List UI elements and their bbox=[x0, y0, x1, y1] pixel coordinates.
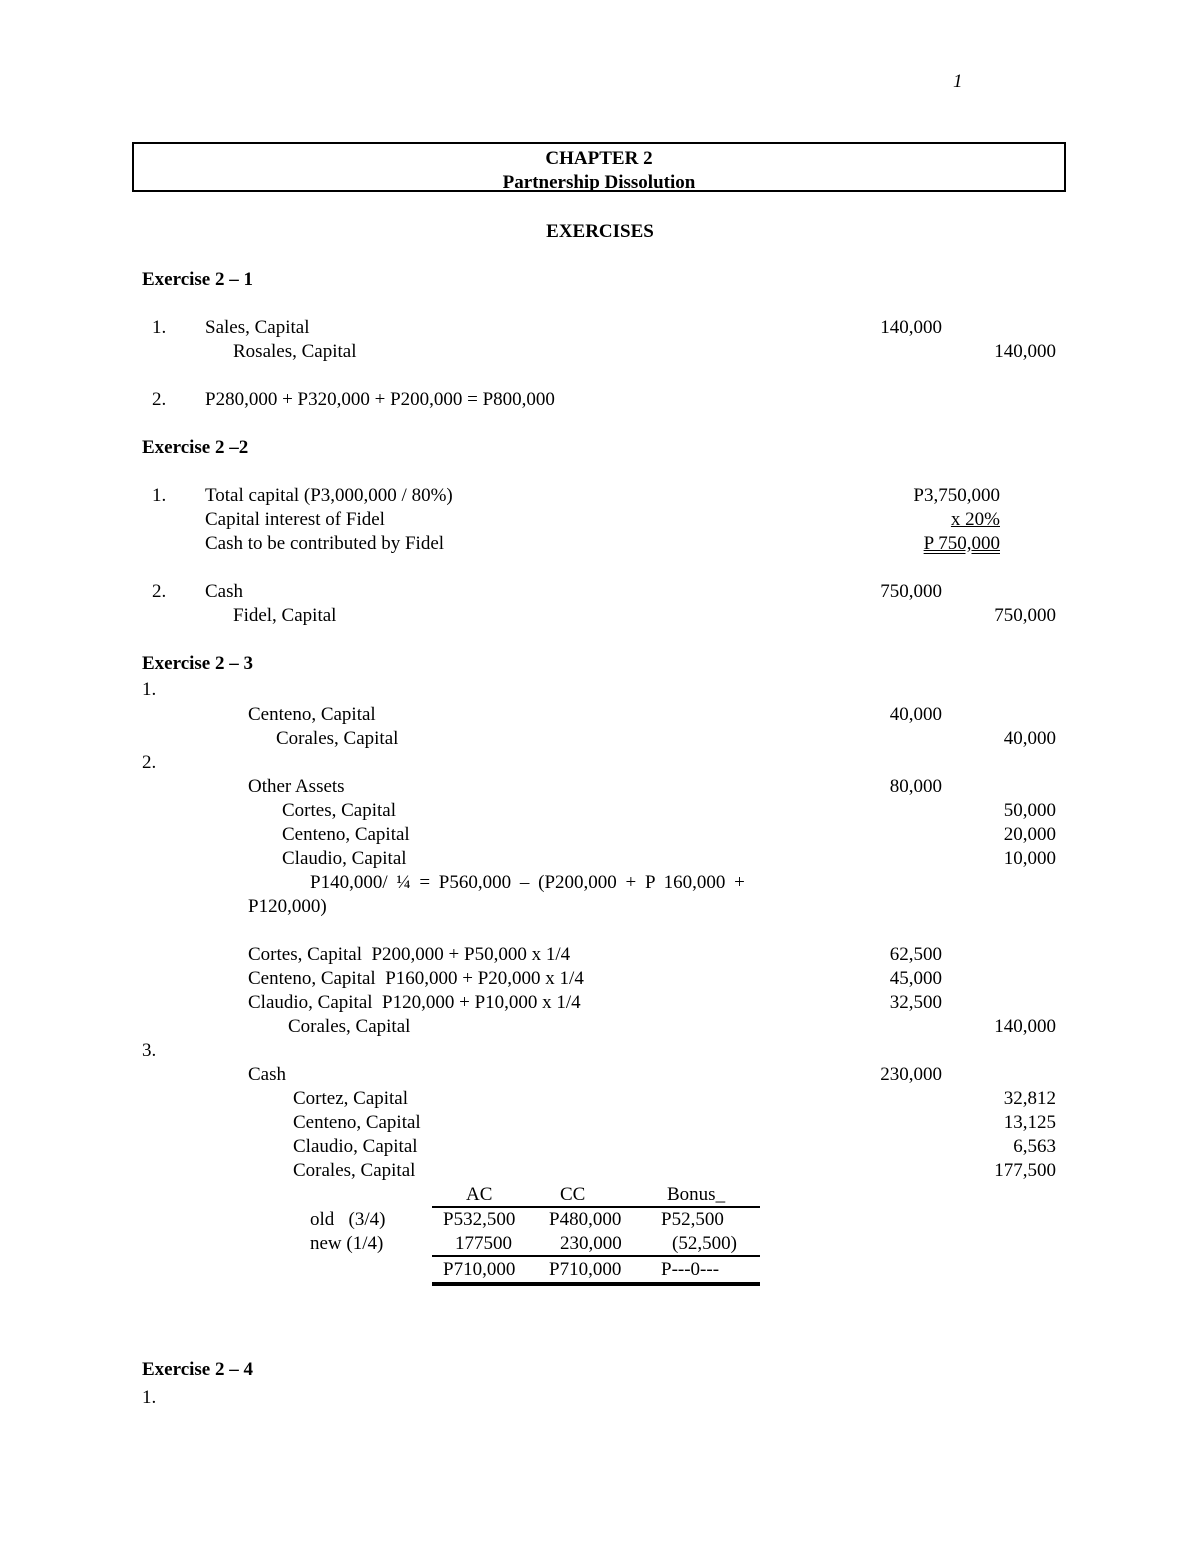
journal-account: Claudio, Capital bbox=[293, 1136, 418, 1157]
debit-amount: 45,000 bbox=[889, 968, 942, 989]
item-number: 1. bbox=[152, 485, 167, 506]
table-cell: P532,500 bbox=[443, 1209, 516, 1230]
credit-amount: 32,812 bbox=[1003, 1088, 1056, 1109]
computation-value: x 20% bbox=[950, 509, 1000, 530]
journal-account: Centeno, Capital bbox=[293, 1112, 421, 1133]
journal-account: Rosales, Capital bbox=[233, 341, 357, 362]
computation-total: P 750,000 bbox=[923, 533, 1000, 554]
journal-account: Other Assets bbox=[248, 776, 345, 797]
table-rule bbox=[432, 1255, 760, 1257]
journal-account: Corales, Capital bbox=[288, 1016, 411, 1037]
credit-amount: 140,000 bbox=[994, 341, 1056, 362]
journal-account: Cash bbox=[248, 1064, 286, 1085]
journal-account: Cortes, Capital bbox=[282, 800, 396, 821]
chapter-heading: CHAPTER 2 bbox=[545, 148, 653, 169]
computation-label: Capital interest of Fidel bbox=[205, 509, 385, 530]
debit-amount: 80,000 bbox=[889, 776, 942, 797]
journal-account: Cash bbox=[205, 581, 243, 602]
table-header-bonus: Bonus_ bbox=[667, 1184, 726, 1205]
journal-account: Sales, Capital bbox=[205, 317, 310, 338]
table-header-ac: AC bbox=[466, 1184, 493, 1205]
credit-amount: 177,500 bbox=[994, 1160, 1056, 1181]
journal-account: Claudio, Capital P120,000 + P10,000 x 1/4 bbox=[248, 992, 581, 1013]
table-row-label: old (3/4) bbox=[310, 1209, 386, 1230]
item-number: 1. bbox=[152, 317, 167, 338]
journal-account: Cortez, Capital bbox=[293, 1088, 409, 1109]
page-number: 1 bbox=[953, 71, 963, 92]
credit-amount: 6,563 bbox=[1013, 1136, 1056, 1157]
exercise-2-3-title: Exercise 2 – 3 bbox=[142, 653, 253, 674]
debit-amount: 40,000 bbox=[889, 704, 942, 725]
credit-amount: 750,000 bbox=[994, 605, 1056, 626]
exercise-2-4-title: Exercise 2 – 4 bbox=[142, 1359, 253, 1380]
exercise-2-2-title: Exercise 2 –2 bbox=[142, 437, 249, 458]
table-double-rule bbox=[432, 1282, 760, 1286]
credit-amount: 50,000 bbox=[1003, 800, 1056, 821]
item-number: 3. bbox=[142, 1040, 157, 1061]
table-cell: (52,500) bbox=[672, 1233, 737, 1254]
journal-account: Centeno, Capital bbox=[282, 824, 410, 845]
computation-value: P3,750,000 bbox=[913, 485, 1000, 506]
journal-account: Centeno, Capital bbox=[248, 704, 376, 725]
journal-account: Centeno, Capital P160,000 + P20,000 x 1/4 bbox=[248, 968, 584, 989]
debit-amount: 32,500 bbox=[889, 992, 942, 1013]
section-title: EXERCISES bbox=[546, 221, 654, 242]
table-header-cc: CC bbox=[560, 1184, 586, 1205]
credit-amount: 140,000 bbox=[994, 1016, 1056, 1037]
table-cell: 230,000 bbox=[560, 1233, 622, 1254]
table-total-cell: P710,000 bbox=[549, 1259, 622, 1280]
computation-label: Total capital (P3,000,000 / 80%) bbox=[205, 485, 453, 506]
journal-account: Corales, Capital bbox=[293, 1160, 416, 1181]
table-cell: P52,500 bbox=[661, 1209, 724, 1230]
debit-amount: 230,000 bbox=[880, 1064, 942, 1085]
computation-label: Cash to be contributed by Fidel bbox=[205, 533, 445, 554]
credit-amount: 13,125 bbox=[1003, 1112, 1056, 1133]
journal-account: Fidel, Capital bbox=[233, 605, 337, 626]
chapter-subtitle: Partnership Dissolution bbox=[502, 172, 696, 193]
journal-account: Corales, Capital bbox=[276, 728, 399, 749]
debit-amount: 750,000 bbox=[880, 581, 942, 602]
credit-amount: 40,000 bbox=[1003, 728, 1056, 749]
item-number: 2. bbox=[152, 581, 167, 602]
computation-line: P140,000/ ¼ = P560,000 – (P200,000 + P 160,000 + bbox=[310, 872, 745, 893]
item-number: 2. bbox=[152, 389, 167, 410]
table-total-cell: P710,000 bbox=[443, 1259, 516, 1280]
item-number: 1. bbox=[142, 1387, 157, 1408]
journal-account: Cortes, Capital P200,000 + P50,000 x 1/4 bbox=[248, 944, 571, 965]
journal-account: Claudio, Capital bbox=[282, 848, 407, 869]
debit-amount: 140,000 bbox=[880, 317, 942, 338]
table-cell: 177500 bbox=[455, 1233, 512, 1254]
table-row-label: new (1/4) bbox=[310, 1233, 384, 1254]
debit-amount: 62,500 bbox=[889, 944, 942, 965]
item-number: 1. bbox=[142, 679, 157, 700]
item-number: 2. bbox=[142, 752, 157, 773]
table-total-cell: P---0--- bbox=[661, 1259, 720, 1280]
computation-line: P280,000 + P320,000 + P200,000 = P800,000 bbox=[205, 389, 555, 410]
credit-amount: 20,000 bbox=[1003, 824, 1056, 845]
computation-line: P120,000) bbox=[248, 896, 327, 917]
table-cell: P480,000 bbox=[549, 1209, 622, 1230]
chapter-title-box bbox=[132, 142, 1066, 192]
exercise-2-1-title: Exercise 2 – 1 bbox=[142, 269, 253, 290]
credit-amount: 10,000 bbox=[1003, 848, 1056, 869]
